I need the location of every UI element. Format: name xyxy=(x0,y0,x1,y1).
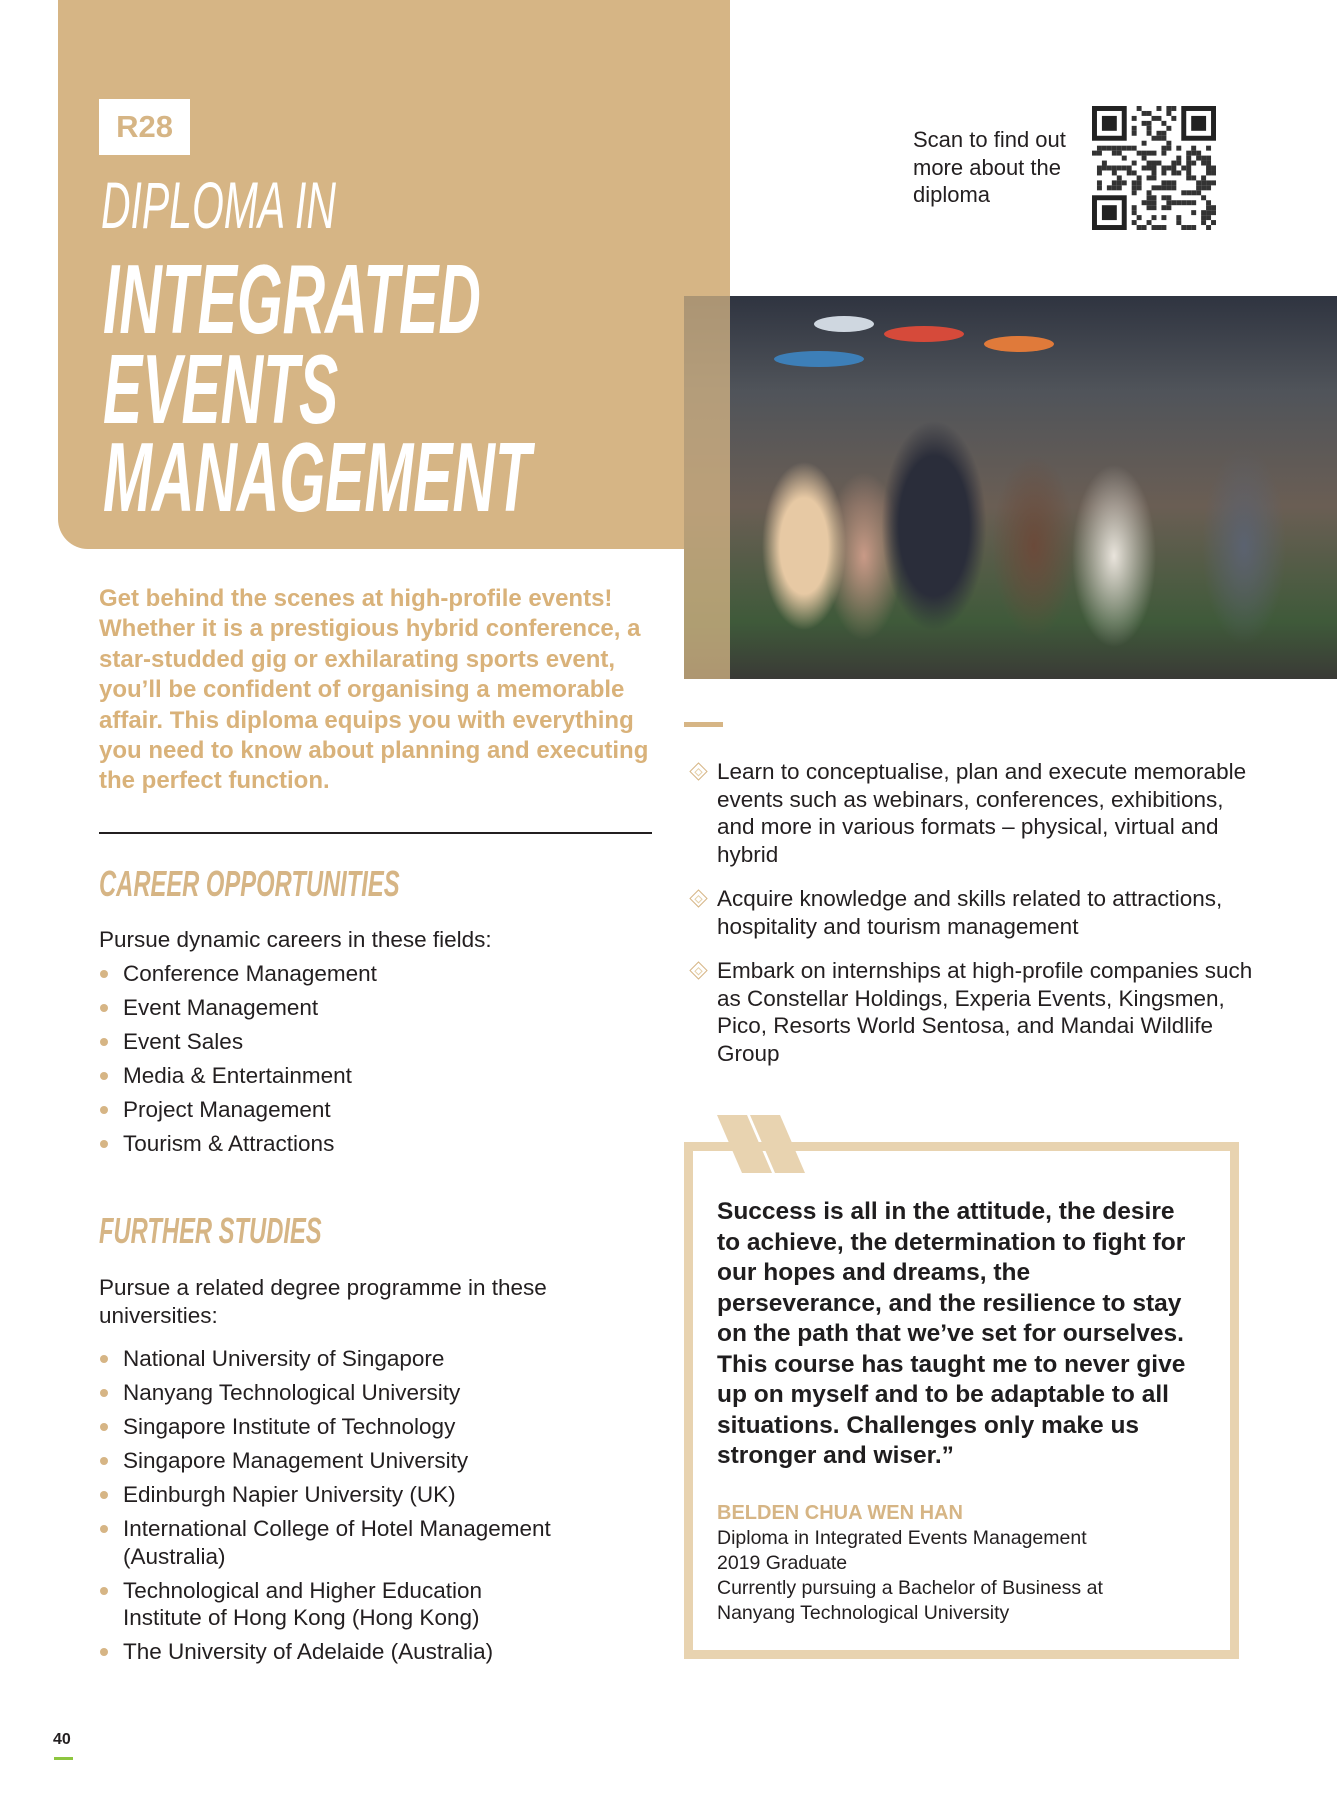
list-item-text: Conference Management xyxy=(123,961,377,986)
bullet-icon xyxy=(100,1355,108,1363)
list-item-text: Media & Entertainment xyxy=(123,1063,352,1088)
university-item xyxy=(99,1345,559,1373)
title-line-1: INTEGRATED xyxy=(103,244,481,354)
university-item xyxy=(99,1577,559,1632)
bullet-icon xyxy=(100,970,108,978)
title-line-2: EVENTS xyxy=(103,334,339,444)
list-item-text: Project Management xyxy=(123,1097,331,1122)
career-item xyxy=(99,994,619,1022)
list-item-text: Acquire knowledge and skills related to attractions, hospitality and tourism management xyxy=(717,886,1223,939)
title-line-3: MANAGEMENT xyxy=(103,422,531,532)
feature-item xyxy=(694,758,1254,868)
bullet-icon xyxy=(100,1004,108,1012)
bullet-icon xyxy=(100,1389,108,1397)
list-item-text: Edinburgh Napier University (UK) xyxy=(123,1482,456,1507)
testimonial-detail: 2019 Graduate xyxy=(717,1552,848,1574)
testimonial-details xyxy=(717,1526,1157,1626)
bullet-icon xyxy=(100,1106,108,1114)
feature-item xyxy=(694,957,1254,1067)
page-number-underline xyxy=(54,1757,73,1760)
testimonial-detail: Diploma in Integrated Events Management xyxy=(717,1527,1087,1549)
list-item-text: Singapore Institute of Technology xyxy=(123,1414,456,1439)
list-item-text: Technological and Higher Education Institute of Hong Kong (Hong Kong) xyxy=(123,1577,482,1630)
university-item xyxy=(99,1515,559,1570)
list-item-text: Singapore Management University xyxy=(123,1448,469,1473)
title-prefix: DIPLOMA IN xyxy=(101,168,336,242)
career-item xyxy=(99,960,619,988)
list-item-text: Learn to conceptualise, plan and execute memorable events such as webinars, conferences, exhibitions, and more in various formats – physical, virtual and hybrid xyxy=(717,759,1247,867)
intro-paragraph: Get behind the scenes at high-profile events! Whether it is a prestigious hybrid conference, a star-studded gig or exhilarating sports event, you’ll be confident of organising a memorable affair. This diploma equips you with everything you need to know about planning and executing the perfect function. xyxy=(99,585,649,795)
qr-code-icon[interactable] xyxy=(1092,106,1216,230)
list-item-text: Event Sales xyxy=(123,1029,244,1054)
careers-intro: Pursue dynamic careers in these fields: xyxy=(99,927,492,952)
bullet-icon xyxy=(100,1038,108,1046)
bullet-icon xyxy=(100,1072,108,1080)
career-item xyxy=(99,1028,619,1056)
career-opportunities-heading: CAREER OPPORTUNITIES xyxy=(99,863,400,904)
testimonial-detail: Currently pursuing a Bachelor of Business at Nanyang Technological University xyxy=(717,1577,1103,1624)
list-item-text: National University of Singapore xyxy=(123,1346,445,1371)
diamond-bullet-icon xyxy=(689,762,707,780)
university-item xyxy=(99,1638,559,1666)
universities-list xyxy=(99,1345,559,1672)
university-item xyxy=(99,1413,559,1441)
university-item xyxy=(99,1447,559,1475)
event-photo xyxy=(684,296,1337,679)
bullet-icon xyxy=(100,1525,108,1533)
list-item-text: International College of Hotel Management (Australia) xyxy=(123,1516,551,1569)
further-studies-heading: FURTHER STUDIES xyxy=(99,1210,322,1251)
bullet-icon xyxy=(100,1587,108,1595)
diamond-bullet-icon xyxy=(689,961,707,979)
further-studies-intro: Pursue a related degree programme in these universities: xyxy=(99,1275,547,1328)
diamond-bullet-icon xyxy=(689,889,707,907)
feature-item xyxy=(694,885,1254,940)
list-item-text: Nanyang Technological University xyxy=(123,1380,461,1405)
section-divider xyxy=(99,832,652,834)
bullet-icon xyxy=(100,1457,108,1465)
career-item xyxy=(99,1096,619,1124)
careers-list xyxy=(99,960,619,1164)
course-code-badge: R28 xyxy=(99,99,190,155)
features-list xyxy=(694,758,1254,1084)
quote-mark-icon xyxy=(717,1115,809,1173)
career-item xyxy=(99,1130,619,1158)
list-item-text: Event Management xyxy=(123,995,319,1020)
list-item-text: The University of Adelaide (Australia) xyxy=(123,1639,494,1664)
bullet-icon xyxy=(100,1491,108,1499)
testimonial-name: BELDEN CHUA WEN HAN xyxy=(717,1502,963,1524)
accent-dash xyxy=(684,722,723,727)
list-item-text: Tourism & Attractions xyxy=(123,1131,335,1156)
career-item xyxy=(99,1062,619,1090)
qr-caption: Scan to find out more about the diploma xyxy=(913,127,1066,207)
bullet-icon xyxy=(100,1648,108,1656)
bullet-icon xyxy=(100,1140,108,1148)
list-item-text: Embark on internships at high-profile companies such as Constellar Holdings, Experia Events, Kingsmen, Pico, Resorts World Sentosa, and Mandai Wildlife Group xyxy=(717,958,1253,1066)
testimonial-quote: Success is all in the attitude, the desire to achieve, the determination to fight for our hopes and dreams, the perseverance, and the resilience to stay on the path that we’ve set for ourselves. This course has taught me to never give up on myself and to be adaptable to all situations. Challenges only make us stronger and wiser.” xyxy=(717,1198,1186,1469)
university-item xyxy=(99,1481,559,1509)
bullet-icon xyxy=(100,1423,108,1431)
page-number: 40 xyxy=(53,1731,71,1748)
university-item xyxy=(99,1379,559,1407)
